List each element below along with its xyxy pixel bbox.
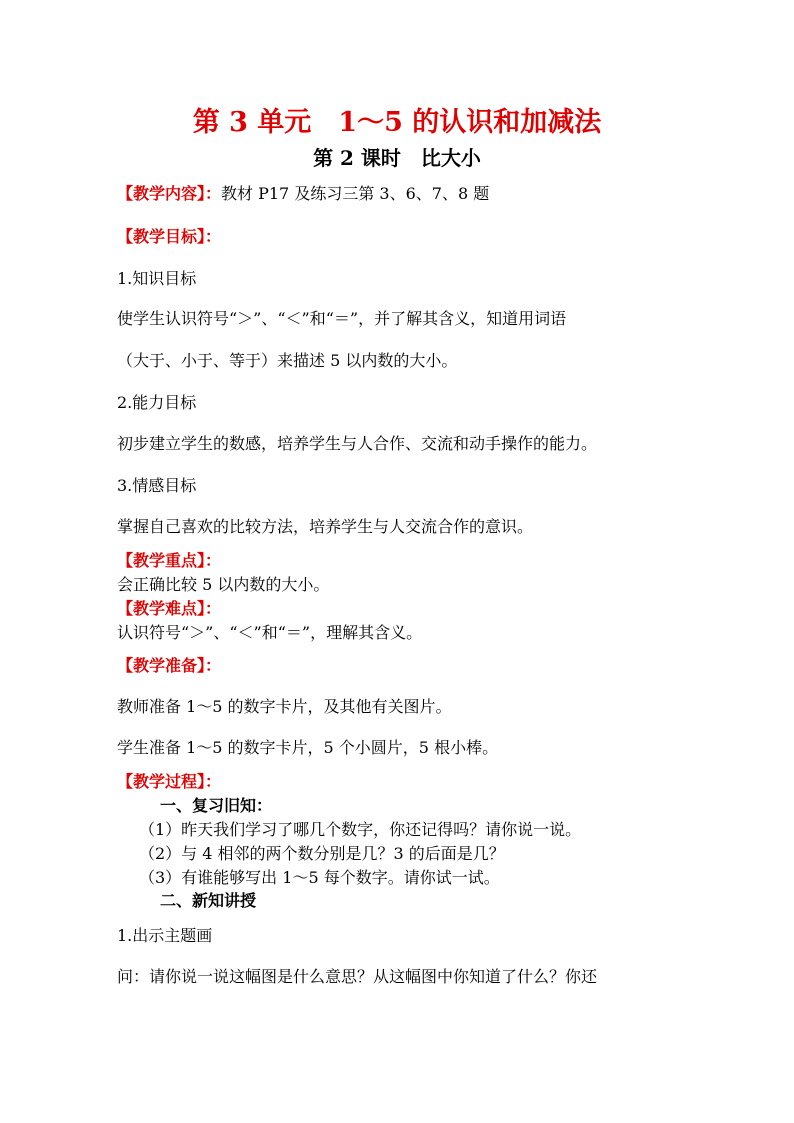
lesson-subtitle: 第 2 课时 比大小 [313, 146, 481, 170]
ability-goal-title: 2.能力目标 [117, 393, 197, 412]
content-label: 【教学内容】： [117, 184, 222, 203]
ability-goal-text: 初步建立学生的数感，培养学生与人合作、交流和动手操作的能力。 [117, 434, 598, 453]
teacher-preparation: 教师准备 1～5 的数字卡片，及其他有关图片。 [117, 697, 452, 716]
content-text: 教材 P17 及练习三第 3、6、7、8 题 [221, 184, 490, 203]
review-item-2: （2）与 4 相邻的两个数分别是几？3 的后面是几？ [139, 844, 505, 863]
step-1-title: 1.出示主题画 [117, 926, 213, 945]
process-label: 【教学过程】： [117, 772, 222, 791]
review-item-1: （1）昨天我们学习了哪几个数字，你还记得吗？请你说一说。 [139, 820, 582, 839]
question-text: 问：请你说一说这幅图是什么意思？从这幅图中你知道了什么？你还 [117, 967, 598, 986]
preparation-label: 【教学准备】： [117, 656, 222, 675]
page-title: 第 3 单元 1～5 的认识和加减法 [192, 107, 602, 138]
goals-label: 【教学目标】： [117, 227, 222, 246]
review-item-3: （3）有谁能够写出 1～5 每个数字。请你试一试。 [139, 868, 500, 887]
difficulties-label: 【教学难点】： [117, 599, 222, 618]
key-points-label: 【教学重点】： [117, 551, 222, 570]
knowledge-goal-text-1: 使学生认识符号“＞”、“＜”和“＝”，并了解其含义，知道用词语 [117, 309, 567, 328]
key-points-text: 会正确比较 5 以内数的大小。 [117, 575, 330, 594]
new-knowledge-title: 二、新知讲授 [160, 891, 257, 910]
emotion-goal-title: 3.情感目标 [117, 476, 197, 495]
knowledge-goal-title: 1.知识目标 [117, 269, 197, 288]
content-row [117, 184, 489, 204]
student-preparation: 学生准备 1～5 的数字卡片，5 个小圆片，5 根小棒。 [117, 738, 499, 757]
emotion-goal-text: 掌握自己喜欢的比较方法，培养学生与人交流合作的意识。 [117, 517, 534, 536]
knowledge-goal-text-2: （大于、小于、等于）来描述 5 以内数的大小。 [117, 351, 458, 370]
review-title: 一、复习旧知： [160, 796, 273, 815]
difficulties-text: 认识符号“＞”、“＜”和“＝”，理解其含义。 [117, 623, 423, 642]
